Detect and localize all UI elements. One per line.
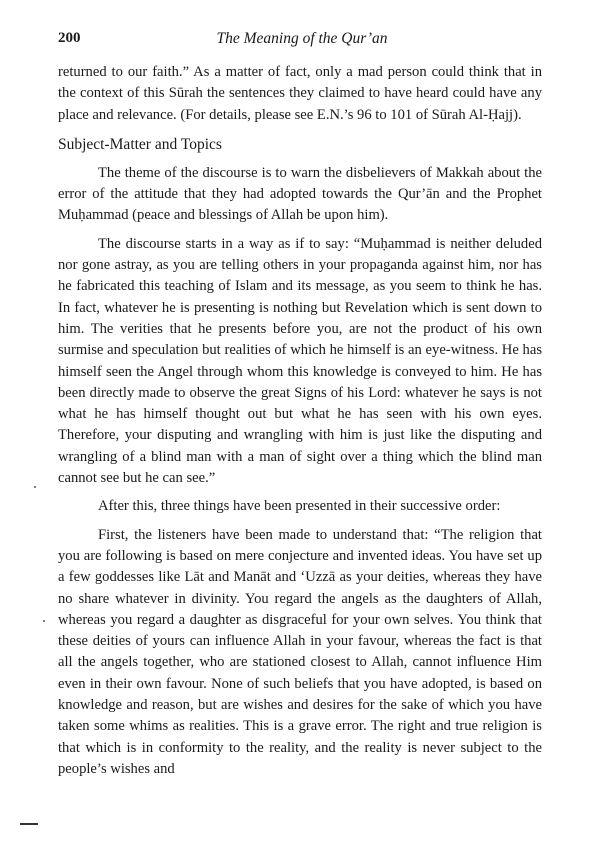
section-heading: Subject-Matter and Topics <box>58 135 222 153</box>
page-number: 200 <box>58 30 81 46</box>
paragraph-continuation: returned to our faith.” As a matter of fact, only a mad person could think that in the context of this Sūrah the sentences they claimed to have heard could have any place and relevance. (For details, please see E.N.’s 96 to 101 of Sūrah Al-Ḥajj). <box>58 64 542 123</box>
paragraph-discourse: The discourse starts in a way as if to say: “Muḥammad is neither deluded nor gone astray, as you are telling others in your propaganda against him, nor has he fabricated this teaching of Islam and its message, as you seem to think he has. In fact, whatever he is presenting is nothing but Revelation which is sent down to him. The verities that he presents before you, are not the product of his own surmise and speculation but realities of which he himself is an eye-witness. He has himself seen the Angel through whom this knowledge is conveyed to him. He has been directly made to observe the great Signs of his Lord: whatever he says is not what he has himself thought out but what he has seen with his own eyes. Therefore, your disputing and wrangling with him is just like the disputing and wrangling of a blind man with a man of sight over a thing which the blind man cannot see but he can see.” <box>58 235 542 487</box>
margin-mark <box>20 823 38 825</box>
paragraph-three-things: After this, three things have been presented in their successive order: <box>98 498 501 515</box>
page-header <box>58 30 546 54</box>
body-text <box>58 62 542 780</box>
paragraph-theme: The theme of the discourse is to warn the disbelievers of Makkah about the error of the attitude that they had adopted towards the Qur’ān and the Prophet Muḥammad (peace and blessings of Allah be upon him). <box>58 164 542 224</box>
scan-speck <box>43 620 45 622</box>
paragraph-first-point: First, the listeners have been made to understand that: “The religion that you are following is based on mere conjecture and invented ideas. You have set up a few goddesses like Lāt and Manāt and ‘Uzzā as your deities, whereas they have no share whatever in divinity. You regard the angels as the daughters of Allah, whereas you regard a daughter as disgraceful for your own selves. You think that these deities of yours can influence Allah in your favour, whereas the fact is that all the angels together, who are stationed closest to Allah, cannot influence Him even in their own favour. None of such beliefs that you have adopted, is based on knowledge and reason, but are wishes and desires for the sake of which you have taken some whims as realities. This is a grave error. The right and true religion is that which is in conformity to the reality, and the reality is never subject to the people’s wishes and <box>58 526 542 777</box>
running-title: The Meaning of the Qur’an <box>216 30 388 47</box>
scan-speck <box>34 486 36 488</box>
